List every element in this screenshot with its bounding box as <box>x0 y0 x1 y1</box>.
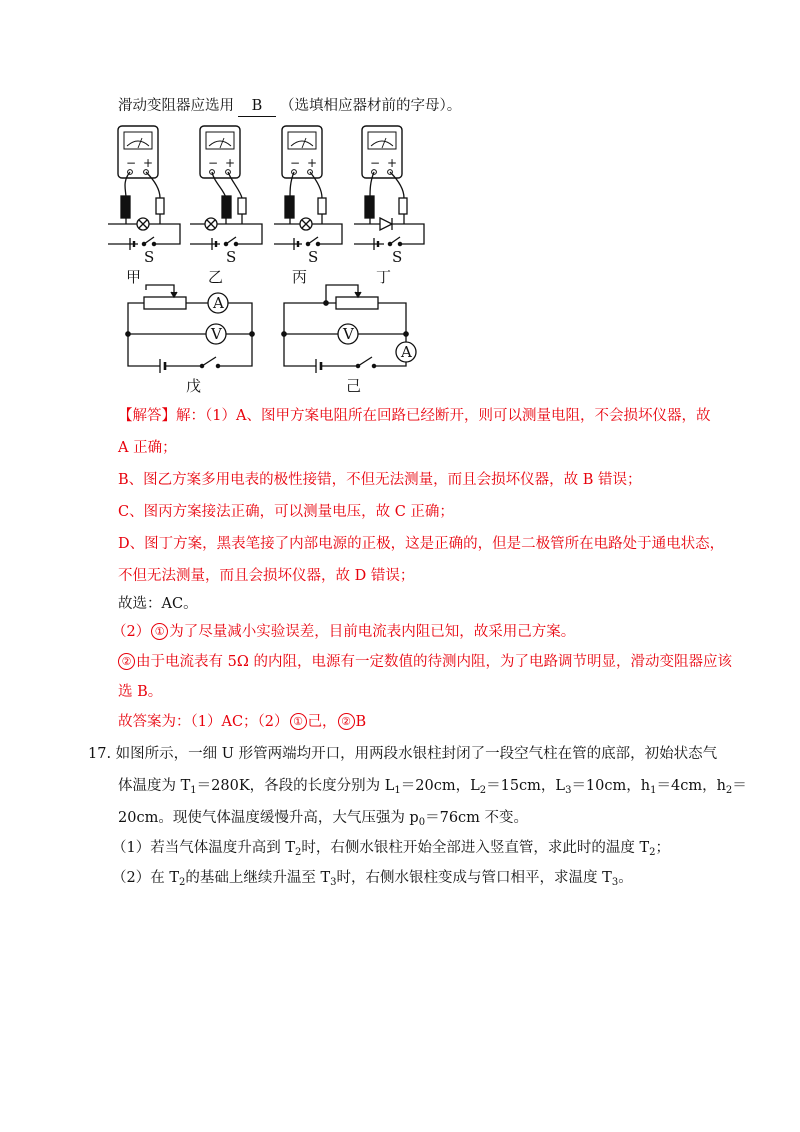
meter-ding <box>362 126 402 178</box>
answer-prefix: 故答案为：（1）AC；（2） <box>118 714 289 730</box>
q17-line-3: 20cm。现使气体温度缓慢升高，大气压强为 $p_0=76cm$ 不变。 <box>118 810 529 828</box>
circuit-wu <box>126 285 254 373</box>
q17-line-2: 体温度为 $T_1=280K$，各段的长度分别为 $L_1=20cm$，$L_2=15cm$，$L_3=10cm$，$h_1=4cm$，$h_2=$ <box>118 778 747 796</box>
circuit-bing <box>274 172 342 250</box>
q17-part-1: （1）若当气体温度升高到 $T_2$时，右侧水银柱开始全部进入竖直管，求此时的温度 $T_2$； <box>112 840 671 858</box>
solution-line-8 <box>112 622 575 642</box>
circled-number: ① <box>151 623 168 640</box>
circuit-yi <box>190 172 262 250</box>
meter-plus: + <box>225 156 236 170</box>
switch-label-yi: S <box>226 248 237 266</box>
switch-label-ding: S <box>392 248 403 266</box>
solution-line-1 <box>118 406 710 426</box>
meter-jia <box>118 126 158 178</box>
answer-1: 己， <box>307 714 337 730</box>
meter-minus: − <box>208 156 219 170</box>
circled-number: ② <box>338 713 355 730</box>
solution-text: 为了尽量减小实验误差，目前电流表内阻已知，故采用己方案。 <box>169 624 576 640</box>
part-label: （2） <box>112 624 151 640</box>
question-text: 如图所示，一细 U 形管两端均开口，用两段水银柱封闭了一段空气柱在管的底部，初始状态气 <box>115 746 718 762</box>
ammeter-label-wu: A <box>213 294 224 312</box>
switch-label-jia: S <box>144 248 155 266</box>
voltmeter-label-ji: V <box>343 325 354 343</box>
solution-line-3: B、图乙方案多用电表的极性接错，不但无法测量，而且会损坏仪器，故 B 错误； <box>118 472 642 488</box>
circled-number: ② <box>118 653 135 670</box>
meter-minus: − <box>290 156 301 170</box>
label-ji: 己 <box>346 377 362 395</box>
solution-line-4: C、图丙方案接法正确，可以测量电压，故 C 正确； <box>118 504 454 520</box>
solution-line-7: 故选：AC。 <box>118 596 198 612</box>
label-bing: 丙 <box>292 268 308 286</box>
meter-plus: + <box>387 156 398 170</box>
solution-tag: 【解答】 <box>118 408 176 424</box>
meter-bing <box>282 126 322 178</box>
question-number: 17. <box>88 746 112 762</box>
top-line-prefix: 滑动变阻器应选用 <box>118 98 234 114</box>
meter-plus: + <box>307 156 318 170</box>
final-answer <box>118 712 366 732</box>
solution-text: 由于电流表有 5Ω 的内阻，电源有一定数值的待测内阻，为了电路调节明显，滑动变阻器应该 <box>136 654 732 670</box>
answer-blank: B <box>238 96 276 117</box>
label-ding: 丁 <box>376 268 392 286</box>
answer-2: B <box>355 714 367 730</box>
solution-line-10: 选 B。 <box>118 684 163 700</box>
meter-plus: + <box>143 156 154 170</box>
label-wu: 戊 <box>186 377 202 395</box>
voltmeter-label-wu: V <box>211 325 222 343</box>
circled-number: ① <box>290 713 307 730</box>
solution-line-9 <box>117 652 732 672</box>
solution-line-5: D、图丁方案，黑表笔接了内部电源的正极，这是正确的，但是二极管所在电路处于通电状态， <box>118 536 725 552</box>
label-yi: 乙 <box>208 268 224 286</box>
q17-line-1 <box>88 744 717 764</box>
label-jia: 甲 <box>126 268 142 286</box>
meter-yi <box>200 126 240 178</box>
circuit-jia <box>108 172 180 250</box>
top-line-suffix: （选填相应器材前的字母）。 <box>280 98 462 114</box>
ammeter-label-ji: A <box>401 343 412 361</box>
meter-minus: − <box>370 156 381 170</box>
circuit-figure <box>0 0 800 400</box>
meter-minus: − <box>126 156 137 170</box>
solution-text: 解：（1）A、图甲方案电阻所在回路已经断开，则可以测量电阻，不会损坏仪器，故 <box>176 408 711 424</box>
circuit-ding <box>354 172 424 250</box>
q17-part-2: （2）在 $T_2$的基础上继续升温至 $T_3$时，右侧水银柱变成与管口相平，求温度 $T_3$。 <box>112 870 633 888</box>
solution-line-6: 不但无法测量，而且会损坏仪器，故 D 错误； <box>118 568 415 584</box>
switch-label-bing: S <box>308 248 319 266</box>
solution-line-2: A 正确； <box>118 440 177 456</box>
